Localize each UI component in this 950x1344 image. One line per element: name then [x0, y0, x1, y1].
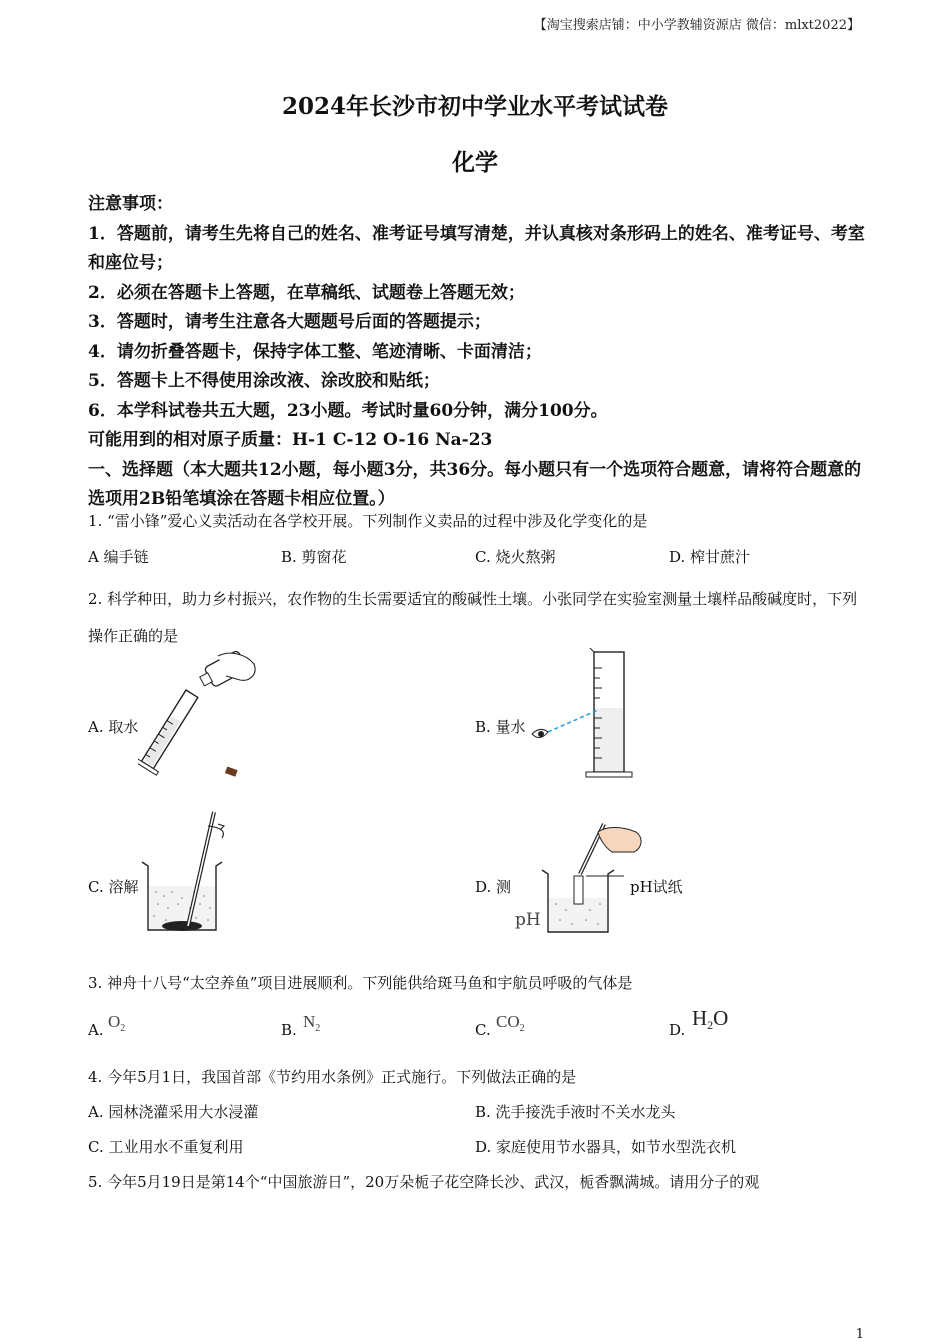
formula-main: O — [108, 1012, 121, 1031]
q3-option-d: D. — [669, 1021, 686, 1039]
notice-item: 4．请勿折叠答题卡，保持字体工整、笔迹清晰、卡面清洁； — [88, 341, 542, 362]
notice-item: 2．必须在答题卡上答题，在草稿纸、试题卷上答题无效； — [88, 282, 525, 303]
atomic-mass-line: 可能用到的相对原子质量：H-1 C-12 O-16 Na-23 — [88, 430, 493, 450]
q3-formula-a — [108, 1012, 125, 1039]
ph-paper-label: pH试纸 — [630, 878, 683, 896]
formula-main: N — [303, 1012, 316, 1031]
q5-stem: 5. 今年5月19日是第14个“中国旅游日”，20万朵栀子花空降长沙、武汉，栀香飘满城。请用分子的观 — [88, 1173, 760, 1191]
q2-option-a: A. 取水 — [88, 718, 139, 736]
notice-heading: 注意事项： — [88, 194, 173, 214]
q4-option-a: A. 园林浇灌采用大水浸灌 — [88, 1103, 259, 1121]
q2-option-c: C. 溶解 — [88, 878, 139, 896]
q2-option-d-ph: pH — [515, 910, 541, 930]
dissolving-illustration — [138, 808, 230, 936]
q4-option-b: B. 洗手接洗手液时不关水龙头 — [475, 1103, 676, 1121]
q3-option-c: C. — [475, 1021, 491, 1039]
notice-section — [88, 190, 868, 515]
q4-option-c: C. 工业用水不重复利用 — [88, 1138, 244, 1156]
q1-option-b: B. 剪窗花 — [281, 548, 347, 566]
q4-stem: 4. 今年5月1日，我国首部《节约用水条例》正式施行。下列做法正确的是 — [88, 1068, 577, 1086]
formula-main: CO — [496, 1012, 520, 1031]
section-heading: 一、选择题（本大题共12小题，每小题3分，共36分。每小题只有一个选项符合题意，请将符合题意的选项用2B铅笔填涂在答题卡相应位置。） — [88, 459, 862, 509]
notice-item: 3．答题时，请考生注意各大题题号后面的答题提示； — [88, 312, 491, 332]
q4-option-d: D. 家庭使用节水器具，如节水型洗衣机 — [475, 1138, 737, 1156]
q1-option-a: A 编手链 — [88, 548, 149, 566]
formula-main: H — [692, 1006, 708, 1030]
q3-formula-c — [496, 1012, 525, 1039]
measuring-cylinder-illustration — [528, 648, 638, 780]
q1-option-c: C. 烧火熬粥 — [475, 548, 556, 566]
notice-item: 6．本学科试卷共五大题，23小题。考试时量60分钟，满分100分。 — [88, 400, 608, 421]
q3-option-a: A. — [88, 1021, 104, 1039]
q1-option-d: D. 榨甘蔗汁 — [669, 548, 751, 566]
q3-stem: 3. 神舟十八号“太空养鱼”项目进展顺利。下列能供给斑马鱼和宇航员呼吸的气体是 — [88, 974, 633, 992]
formula-subscript: 2 — [519, 1023, 525, 1034]
q3-option-b: B. — [281, 1021, 297, 1039]
formula-tail: O — [713, 1006, 729, 1030]
pouring-water-illustration — [138, 650, 263, 782]
formula-subscript: 2 — [315, 1023, 321, 1034]
q1-stem: 1. “雷小锋”爱心义卖活动在各学校开展。下列制作义卖品的过程中涉及化学变化的是 — [88, 512, 648, 530]
q3-formula-b — [303, 1012, 320, 1039]
formula-subscript: 2 — [120, 1023, 126, 1034]
notice-item: 1．答题前，请考生先将自己的姓名、准考证号填写清楚，并认真核对条形码上的姓名、准考证号、考室和座位号； — [88, 223, 865, 273]
page-title: 2024年长沙市初中学业水平考试试卷 — [281, 93, 668, 120]
page-number: 1 — [855, 1327, 864, 1342]
subject-title: 化学 — [452, 149, 498, 176]
q3-formula-d — [692, 1008, 728, 1035]
q2-stem: 2. 科学种田，助力乡村振兴，农作物的生长需要适宜的酸碱性土壤。小张同学在实验室测量土壤样品酸碱度时，下列操作正确的是 — [88, 590, 858, 645]
q2-option-d: D. 测 — [475, 878, 512, 896]
formula-subscript: 2 — [707, 1018, 714, 1032]
notice-item: 5．答题卡上不得使用涂改液、涂改胶和贴纸； — [88, 371, 440, 391]
header-note: 【淘宝搜索店铺：中小学教辅资源店 微信：mlxt2022】 — [533, 18, 860, 33]
q2-option-b: B. 量水 — [475, 718, 526, 736]
